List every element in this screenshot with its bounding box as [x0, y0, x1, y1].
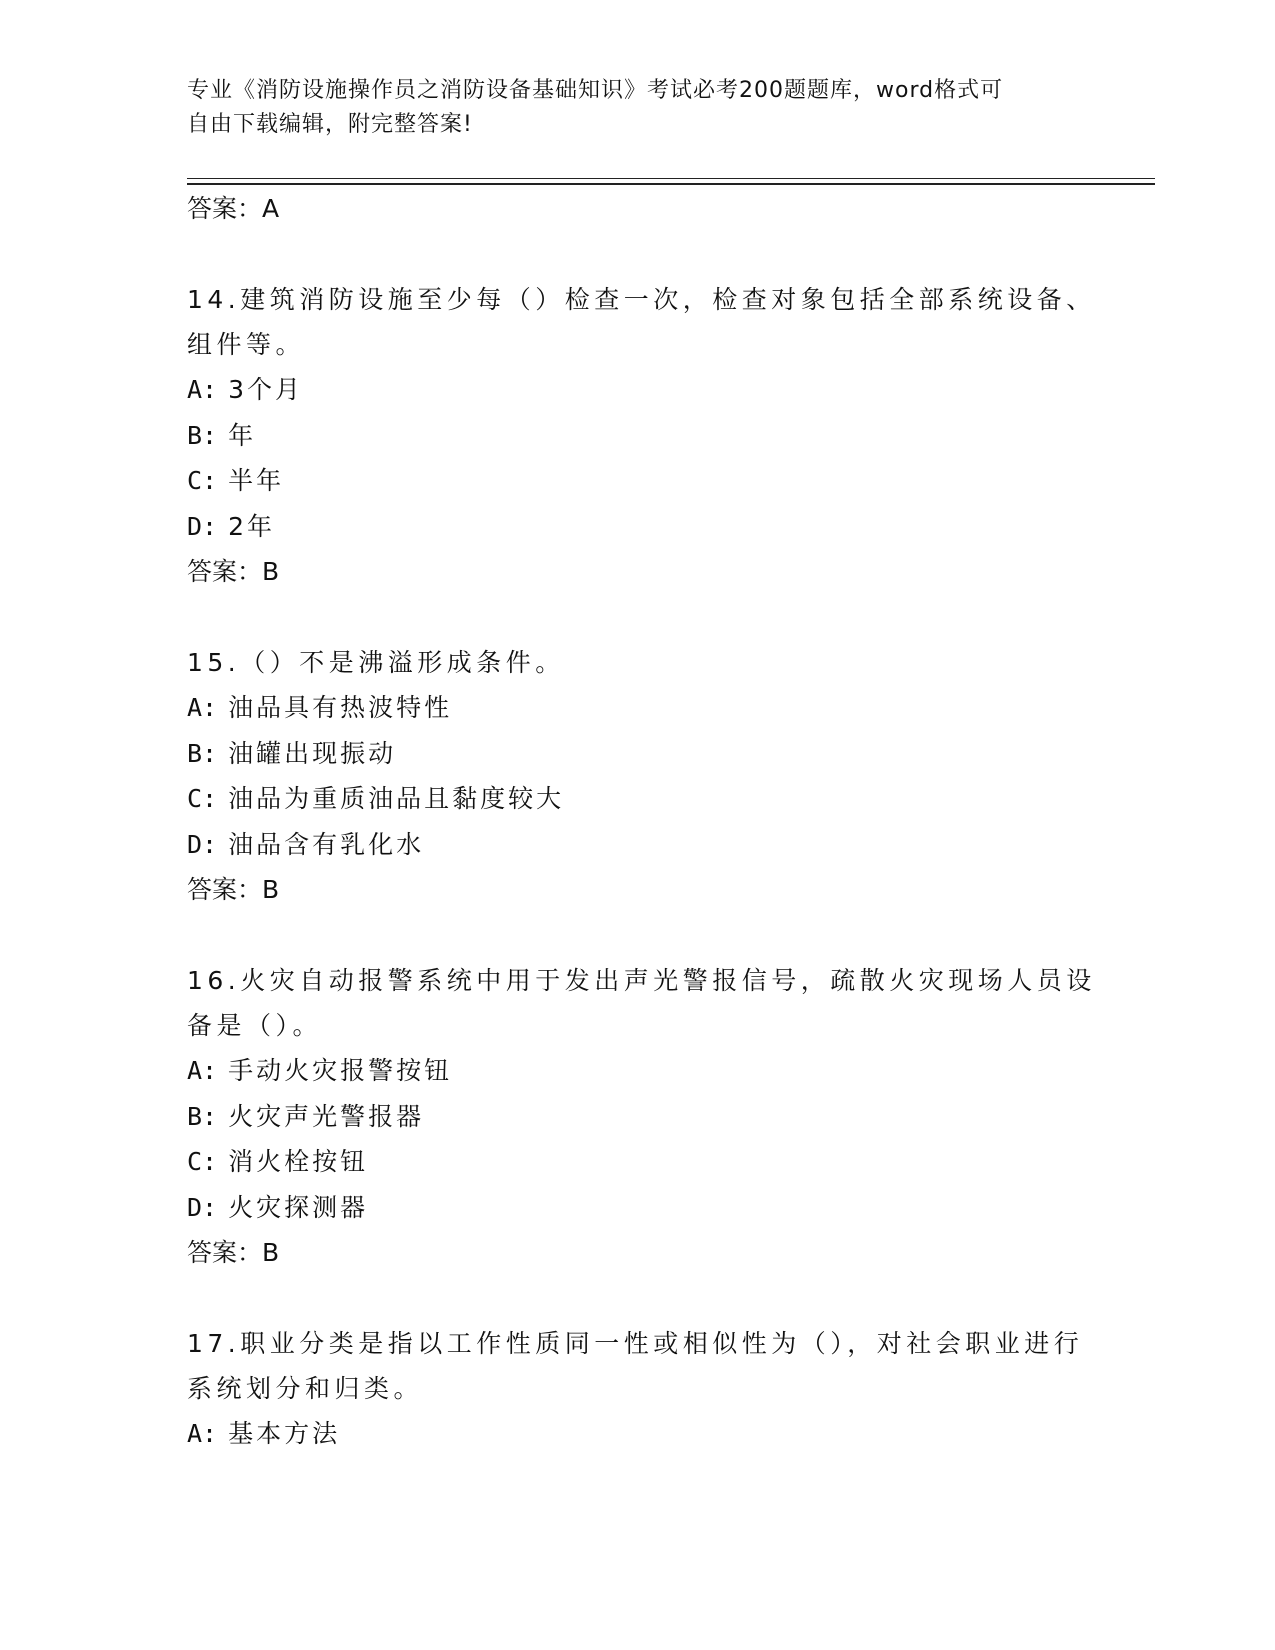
header-line-1: 专业《消防设施操作员之消防设备基础知识》考试必考200题题库，word格式可 — [187, 78, 1004, 103]
option-key: D: — [187, 829, 218, 859]
option-key: B: — [187, 738, 218, 768]
option-text: 油罐出现振动 — [228, 738, 397, 768]
question-stem — [187, 958, 1096, 1048]
question-14 — [187, 277, 1096, 595]
answer-line: 答案：B — [187, 875, 280, 904]
answer-line: 答案：B — [187, 1238, 280, 1267]
question-stem — [187, 640, 1087, 685]
option-c — [187, 1139, 1087, 1185]
question-15 — [187, 640, 1087, 913]
option-a — [187, 685, 1087, 731]
option-text: 火灾声光警报器 — [228, 1101, 425, 1131]
option-text: 3个月 — [228, 375, 303, 404]
question-17 — [187, 1321, 1087, 1457]
answer-line: 答案：A — [187, 194, 280, 223]
stem-line: 17.职业分类是指以工作性质同一性或相似性为（），对社会职业进行 — [187, 1329, 1084, 1358]
stem-line: 14.建筑消防设施至少每（）检查一次，检查对象包括全部系统设备、 — [187, 285, 1096, 314]
option-a — [187, 367, 1087, 413]
option-key: A: — [187, 375, 218, 404]
answer-line: 答案：B — [187, 557, 280, 586]
option-key: A: — [187, 1419, 218, 1448]
option-key: A: — [187, 1056, 218, 1085]
question-16 — [187, 958, 1096, 1276]
option-text: 消火栓按钮 — [228, 1147, 369, 1176]
option-b — [187, 1094, 1087, 1140]
option-key: B: — [187, 420, 218, 450]
option-text: 油品具有热波特性 — [228, 693, 453, 722]
stem-line: 16.火灾自动报警系统中用于发出声光警报信号，疏散火灾现场人员设 — [187, 966, 1096, 995]
option-text: 2年 — [228, 511, 275, 541]
option-key: C: — [187, 1147, 218, 1176]
question-stem — [187, 277, 1096, 367]
option-text: 半年 — [228, 466, 285, 495]
option-d — [187, 504, 1087, 550]
option-a — [187, 1048, 1087, 1094]
option-a — [187, 1411, 1087, 1457]
option-key: B: — [187, 1101, 218, 1131]
stem-line: 15.（）不是沸溢形成条件。 — [187, 648, 565, 677]
header-line-2: 自由下载编辑，附完整答案! — [187, 112, 473, 137]
option-key: D: — [187, 511, 218, 541]
option-text: 年 — [228, 420, 257, 450]
question-list — [187, 186, 1096, 1457]
option-key: C: — [187, 466, 218, 495]
option-b — [187, 731, 1087, 777]
option-b — [187, 413, 1087, 459]
option-c — [187, 776, 1087, 822]
option-text: 手动火灾报警按钮 — [228, 1056, 453, 1085]
option-d — [187, 1185, 1087, 1231]
option-key: D: — [187, 1192, 218, 1222]
header-divider-top — [187, 178, 1155, 179]
question-stem — [187, 1321, 1087, 1411]
option-d — [187, 822, 1087, 868]
option-text: 基本方法 — [228, 1419, 341, 1448]
option-text: 油品为重质油品且黏度较大 — [228, 784, 565, 813]
stem-line: 备是（）。 — [187, 1011, 323, 1040]
option-key: A: — [187, 693, 218, 722]
document-header — [187, 74, 1067, 142]
header-divider-bottom — [187, 183, 1155, 185]
stem-line: 组件等。 — [187, 330, 306, 359]
stem-line: 系统划分和归类。 — [187, 1374, 424, 1403]
option-text: 火灾探测器 — [228, 1192, 369, 1222]
option-key: C: — [187, 784, 218, 813]
option-text: 油品含有乳化水 — [228, 829, 425, 859]
option-c — [187, 458, 1087, 504]
